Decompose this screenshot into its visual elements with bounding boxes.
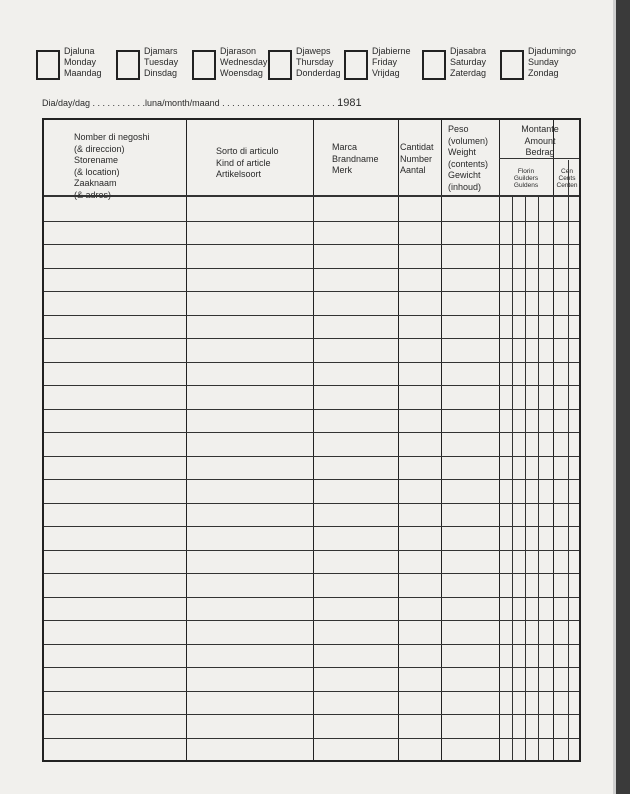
- table-row[interactable]: [44, 714, 579, 737]
- day-name: Monday: [64, 57, 97, 67]
- header-cents: [553, 168, 581, 189]
- table-row[interactable]: [44, 644, 579, 667]
- header-brand: [332, 142, 379, 177]
- header-weight: [448, 124, 488, 193]
- checkbox[interactable]: [116, 50, 140, 80]
- checkbox[interactable]: [500, 50, 524, 80]
- day-name: Sunday: [528, 57, 559, 67]
- table-row[interactable]: [44, 432, 579, 455]
- header-line: Nomber di negoshi: [74, 132, 150, 142]
- year: 1981: [337, 97, 362, 109]
- day-field[interactable]: Dia/day/dag . . . . . . . . . . .: [42, 98, 146, 108]
- table-row[interactable]: [44, 362, 579, 385]
- header-line: (volumen): [448, 135, 489, 146]
- header-line: Merk: [332, 165, 352, 175]
- header-line: Zaaknaam: [74, 178, 117, 188]
- header-line: (& adres): [74, 189, 112, 200]
- day-name: Tuesday: [144, 57, 179, 67]
- header-line: Peso: [448, 124, 469, 134]
- header-line: Sorto di articulo: [216, 146, 279, 156]
- header-line: (& location): [74, 166, 120, 177]
- day-name: Thursday: [296, 57, 334, 67]
- table-row[interactable]: [44, 385, 579, 408]
- header-line: Number: [400, 153, 433, 164]
- day-label: [372, 46, 411, 80]
- header-amount: [499, 124, 581, 159]
- table-row[interactable]: [44, 691, 579, 714]
- day-name: Friday: [372, 57, 398, 67]
- table-row[interactable]: [44, 338, 579, 361]
- header-florin: [499, 168, 553, 189]
- day-option[interactable]: [422, 46, 486, 80]
- header-line: Florin: [517, 168, 535, 175]
- table-row[interactable]: [44, 409, 579, 432]
- table-row[interactable]: [44, 244, 579, 267]
- day-name: Djarason: [220, 46, 257, 56]
- table-row[interactable]: [44, 620, 579, 643]
- day-option[interactable]: [500, 46, 576, 80]
- checkbox[interactable]: [268, 50, 292, 80]
- table-row[interactable]: [44, 197, 579, 220]
- day-name: Zaterdag: [450, 68, 487, 78]
- header-line: (contents): [448, 158, 489, 169]
- header-article: [216, 146, 279, 181]
- day-label: [220, 46, 267, 80]
- header-line: Bedrag: [525, 147, 555, 157]
- day-option[interactable]: [36, 46, 102, 80]
- table-row[interactable]: [44, 550, 579, 573]
- table-row[interactable]: [44, 221, 579, 244]
- day-name: Woensdag: [220, 68, 263, 78]
- header-line: Storename: [74, 155, 119, 165]
- day-option[interactable]: [192, 46, 267, 80]
- day-label: [144, 46, 178, 80]
- checkbox[interactable]: [36, 50, 60, 80]
- header-line: Cantidat: [400, 142, 434, 152]
- day-name: Djaweps: [296, 46, 331, 56]
- header-line: Gewicht: [448, 170, 481, 180]
- header-line: Kind of article: [216, 157, 271, 168]
- day-label: [296, 46, 341, 80]
- header-line: Cents: [558, 175, 576, 182]
- header-line: Amount: [524, 135, 556, 146]
- day-label: [450, 46, 486, 80]
- header-line: Centen: [556, 182, 578, 189]
- day-option[interactable]: [268, 46, 341, 80]
- day-option[interactable]: [344, 46, 411, 80]
- header-line: Artikelsoort: [216, 169, 262, 179]
- table-row[interactable]: [44, 738, 579, 761]
- header-line: (inhoud): [448, 181, 482, 192]
- amount-divider: [499, 158, 579, 159]
- checkbox[interactable]: [192, 50, 216, 80]
- page-edge: [616, 0, 630, 794]
- table-row[interactable]: [44, 268, 579, 291]
- day-name: Djaluna: [64, 46, 95, 56]
- day-name: Zondag: [528, 68, 559, 78]
- day-name: Maandag: [64, 68, 102, 78]
- header-store: [74, 132, 150, 201]
- header-line: Guldens: [513, 182, 539, 189]
- header-line: Marca: [332, 142, 358, 152]
- header-line: Aantal: [400, 165, 426, 175]
- day-name: Djadumingo: [528, 46, 577, 56]
- table-row[interactable]: [44, 667, 579, 690]
- header-number: [400, 142, 434, 177]
- header-line: Cen: [561, 168, 573, 175]
- month-field[interactable]: luna/month/maand . . . . . . . . . . . . . . . . . . . . . . .: [145, 98, 335, 108]
- day-name: Dinsdag: [144, 68, 178, 78]
- day-name: Djasabra: [450, 46, 487, 56]
- checkbox[interactable]: [344, 50, 368, 80]
- header-line: Weight: [448, 147, 476, 157]
- date-line: [42, 97, 362, 109]
- day-name: Wednesday: [220, 57, 268, 67]
- table-row[interactable]: [44, 597, 579, 620]
- day-name: Donderdag: [296, 68, 341, 78]
- table-row[interactable]: [44, 479, 579, 502]
- header-line: Montante: [521, 124, 559, 134]
- purchase-table: [42, 118, 581, 762]
- header-line: Guilders: [513, 175, 539, 182]
- table-row[interactable]: [44, 456, 579, 479]
- checkbox[interactable]: [422, 50, 446, 80]
- table-row[interactable]: [44, 526, 579, 549]
- table-row[interactable]: [44, 573, 579, 596]
- table-row[interactable]: [44, 315, 579, 338]
- day-name: Djamars: [144, 46, 178, 56]
- day-name: Vrijdag: [372, 68, 400, 78]
- header-line: (& direccion): [74, 143, 125, 154]
- day-label: [528, 46, 576, 80]
- day-option[interactable]: [116, 46, 178, 80]
- day-name: Djabierne: [372, 46, 411, 56]
- header-line: Brandname: [332, 153, 379, 164]
- table-row[interactable]: [44, 291, 579, 314]
- page-edge-shadow: [613, 0, 616, 794]
- table-row[interactable]: [44, 503, 579, 526]
- day-label: [64, 46, 102, 80]
- day-name: Saturday: [450, 57, 487, 67]
